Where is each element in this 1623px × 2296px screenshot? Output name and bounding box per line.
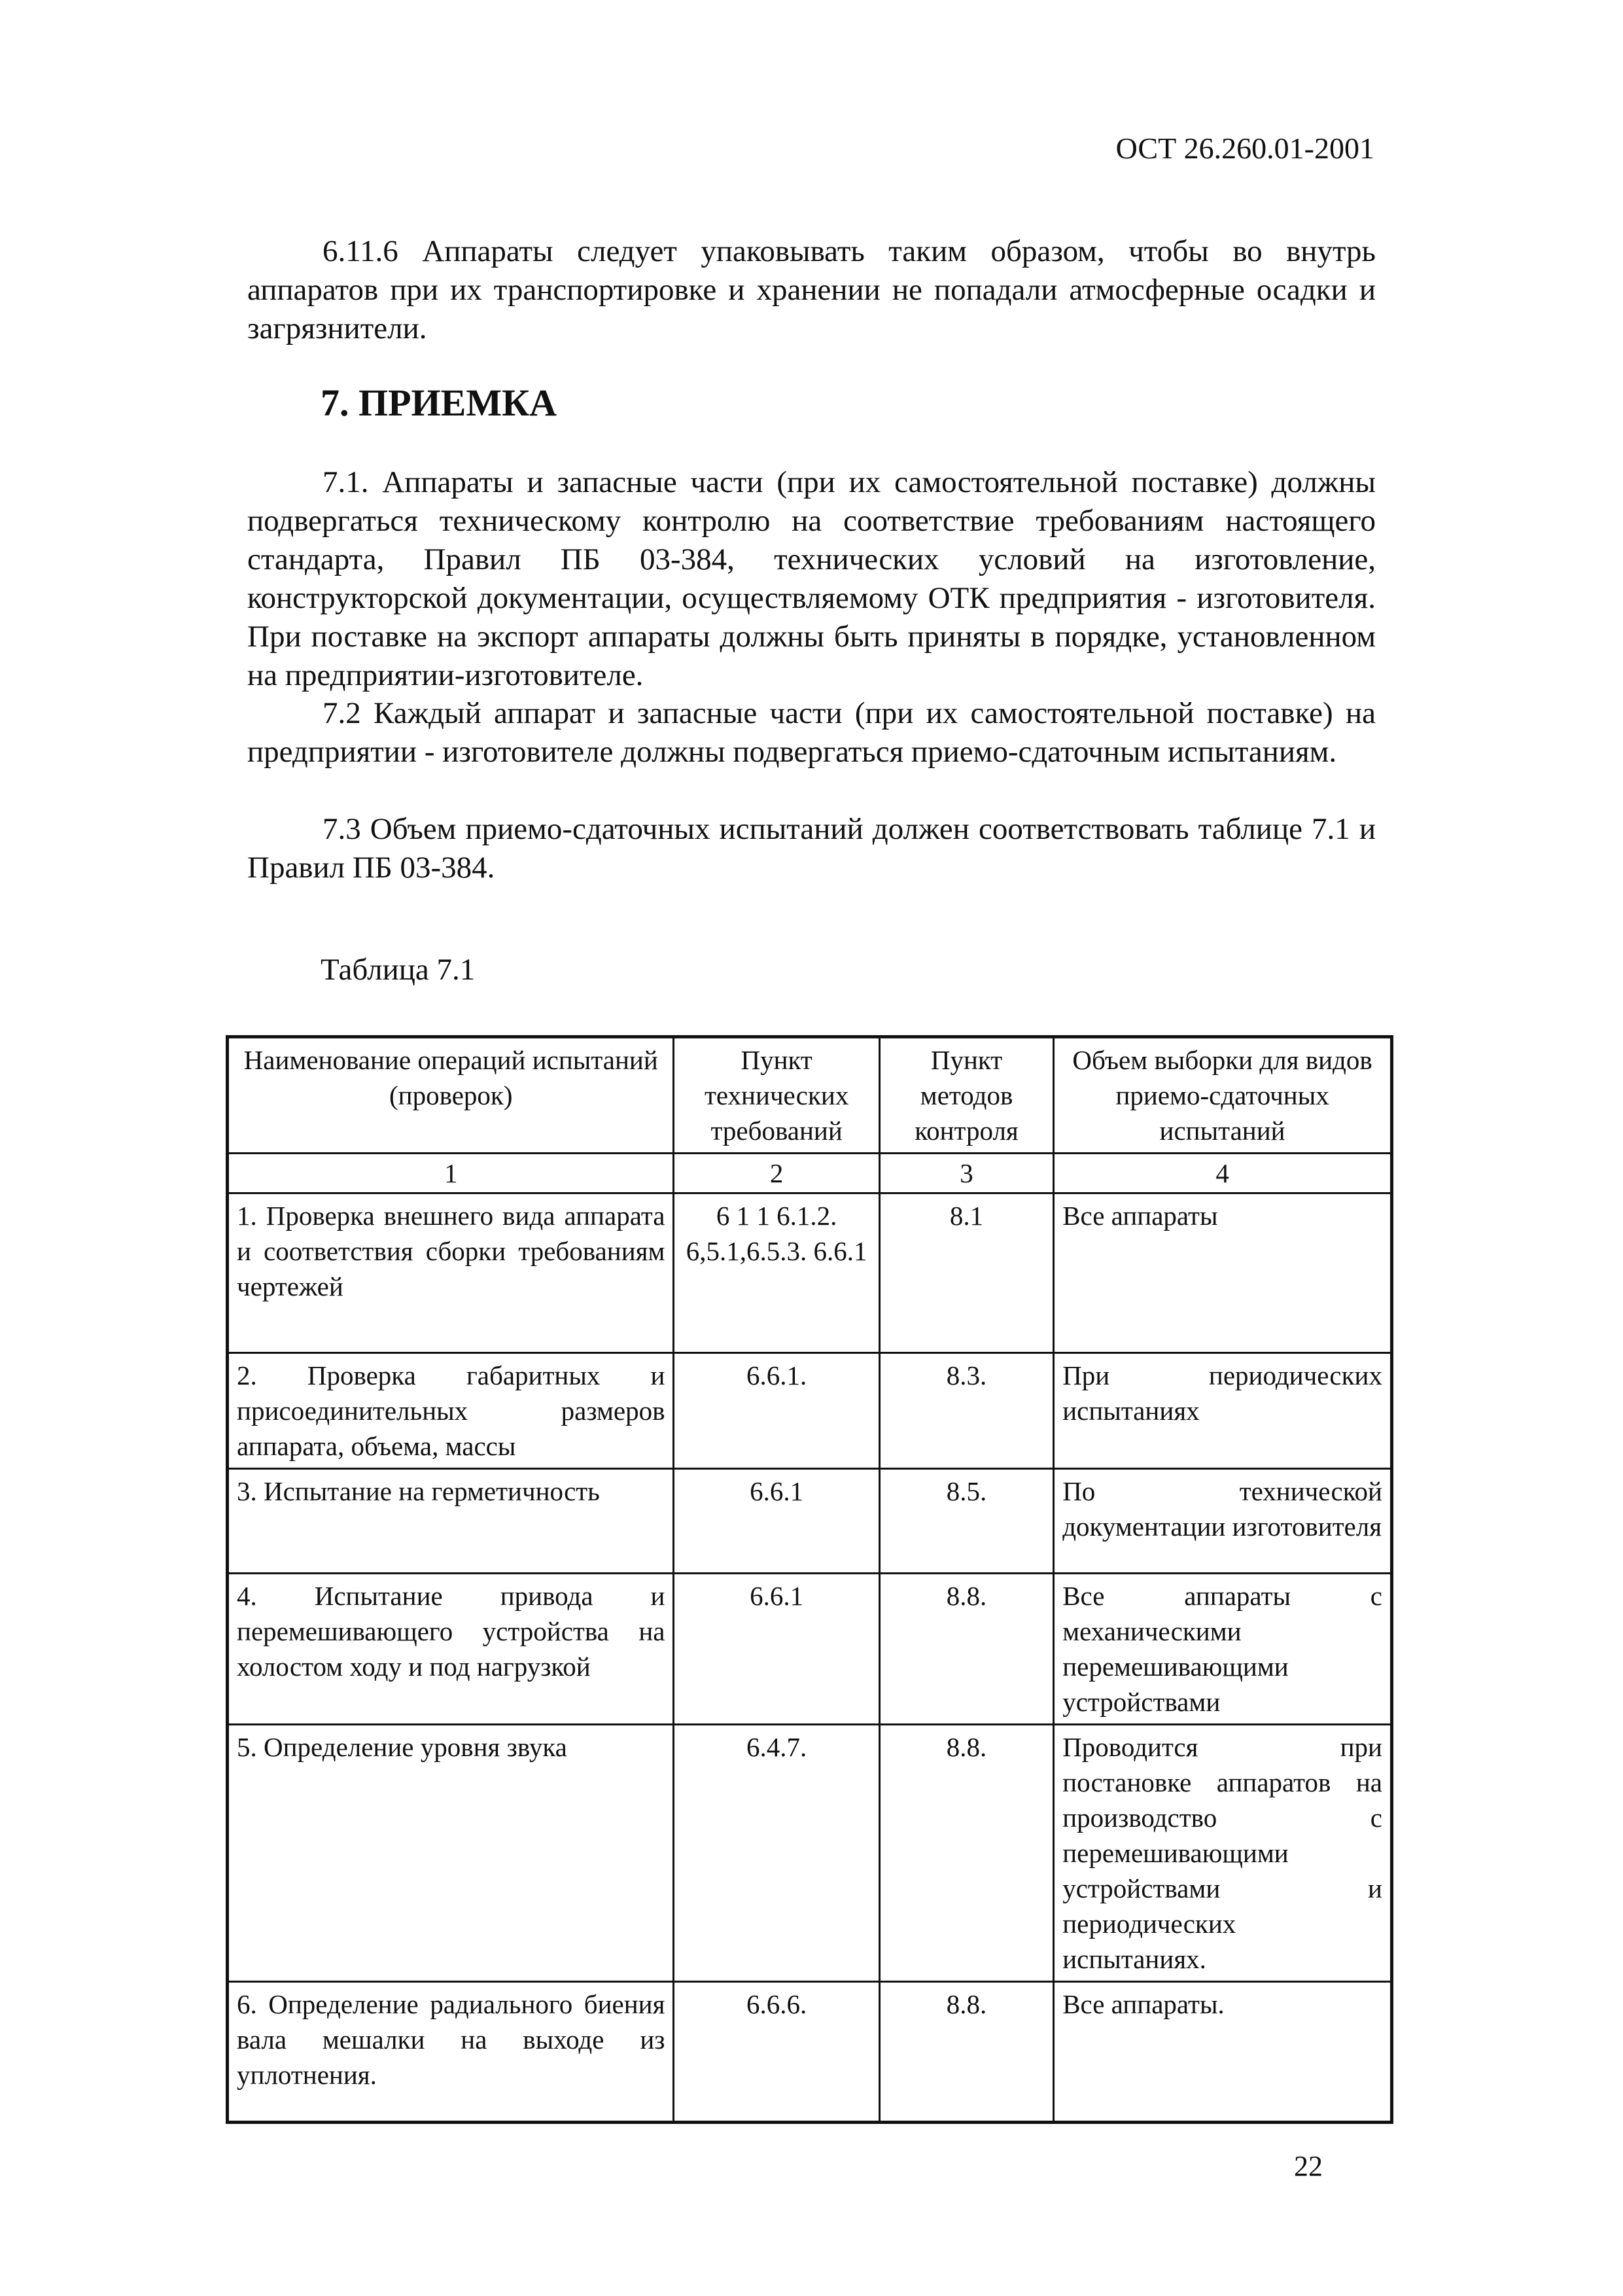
cell-operation: 2. Проверка габаритных и присоединительных размеров аппарата, объема, массы xyxy=(228,1353,674,1469)
header-tech-requirements: Пункт технических требований xyxy=(674,1037,879,1154)
table-row xyxy=(228,1193,1392,1353)
table-header-row xyxy=(228,1037,1392,1154)
cell-control: 8.8. xyxy=(879,1725,1053,1982)
cell-tech-req: 6.6.1 xyxy=(674,1469,879,1574)
cell-tech-req: 6 1 1 6.1.2. 6,5.1,6.5.3. 6.6.1 xyxy=(674,1193,879,1353)
cell-operation: 4. Испытание привода и перемешивающего устройства на холостом ходу и под нагрузкой xyxy=(228,1574,674,1725)
cell-volume: Проводится при постановке аппаратов на производство с перемешивающими устройствами и периодических испытаниях. xyxy=(1054,1725,1392,1982)
table-row xyxy=(228,1982,1392,2123)
column-number: 2 xyxy=(674,1154,879,1193)
cell-volume: При периодических испытаниях xyxy=(1054,1353,1392,1469)
table-row xyxy=(228,1574,1392,1725)
table-caption: Таблица 7.1 xyxy=(321,953,476,987)
column-number-row xyxy=(228,1154,1392,1193)
cell-tech-req: 6.6.1. xyxy=(674,1353,879,1469)
cell-operation: 6. Определение радиального биения вала мешалки на выходе из уплотнения. xyxy=(228,1982,674,2123)
paragraph-7-3: 7.3 Объем приемо-сдаточных испытаний должен соответствовать таблице 7.1 и Правил ПБ 03-384. xyxy=(247,812,1376,885)
cell-volume: Все аппараты. xyxy=(1054,1982,1392,2123)
document-code: ОСТ 26.260.01-2001 xyxy=(1115,132,1374,165)
cell-operation: 5. Определение уровня звука xyxy=(228,1725,674,1982)
cell-tech-req: 6.4.7. xyxy=(674,1725,879,1982)
cell-control: 8.5. xyxy=(879,1469,1053,1574)
page-number: 22 xyxy=(1294,2150,1323,2182)
paragraph-7-1: 7.1. Аппараты и запасные части (при их самостоятельной поставке) должны подвергаться техническому контролю на соответствие требованиям настоящего стандарта, Правил ПБ 03-384, технических условий на изготовление, конструкторской документации, осуществляемому ОТК предприятия - изготовителя. При поставке на экспорт аппараты должны быть приняты в порядке, установленном на предприятии-изготовителе. xyxy=(247,465,1376,692)
header-sample-volume: Объем выборки для видов приемо-сдаточных испытаний xyxy=(1054,1037,1392,1154)
table-row xyxy=(228,1353,1392,1469)
cell-volume: Все аппараты xyxy=(1054,1193,1392,1353)
cell-control: 8.3. xyxy=(879,1353,1053,1469)
cell-control: 8.8. xyxy=(879,1574,1053,1725)
cell-volume: По технической документации изготовителя xyxy=(1054,1469,1392,1574)
cell-operation: 1. Проверка внешнего вида аппарата и соответствия сборки требованиям чертежей xyxy=(228,1193,674,1353)
section-title: 7. ПРИЕМКА xyxy=(321,381,557,424)
column-number: 1 xyxy=(228,1154,674,1193)
cell-volume: Все аппараты с механическими перемешивающими устройствами xyxy=(1054,1574,1392,1725)
paragraph-7-2: 7.2 Каждый аппарат и запасные части (при их самостоятельной поставке) на предприятии - изготовителе должны подвергаться приемо-сдаточным испытаниям. xyxy=(247,696,1376,769)
cell-operation: 3. Испытание на герметичность xyxy=(228,1469,674,1574)
cell-tech-req: 6.6.6. xyxy=(674,1982,879,2123)
cell-control: 8.8. xyxy=(879,1982,1053,2123)
table-row xyxy=(228,1469,1392,1574)
column-number: 4 xyxy=(1054,1154,1392,1193)
header-operation: Наименование операций испытаний (проверок) xyxy=(228,1037,674,1154)
cell-tech-req: 6.6.1 xyxy=(674,1574,879,1725)
paragraph-6-11-6: 6.11.6 Аппараты следует упаковывать таким образом, чтобы во внутрь аппаратов при их транспортировке и хранении не попадали атмосферные осадки и загрязнители. xyxy=(247,234,1376,345)
table-row xyxy=(228,1725,1392,1982)
header-control-methods: Пункт методов контроля xyxy=(879,1037,1053,1154)
acceptance-tests-table xyxy=(226,1035,1393,2124)
cell-control: 8.1 xyxy=(879,1193,1053,1353)
column-number: 3 xyxy=(879,1154,1053,1193)
